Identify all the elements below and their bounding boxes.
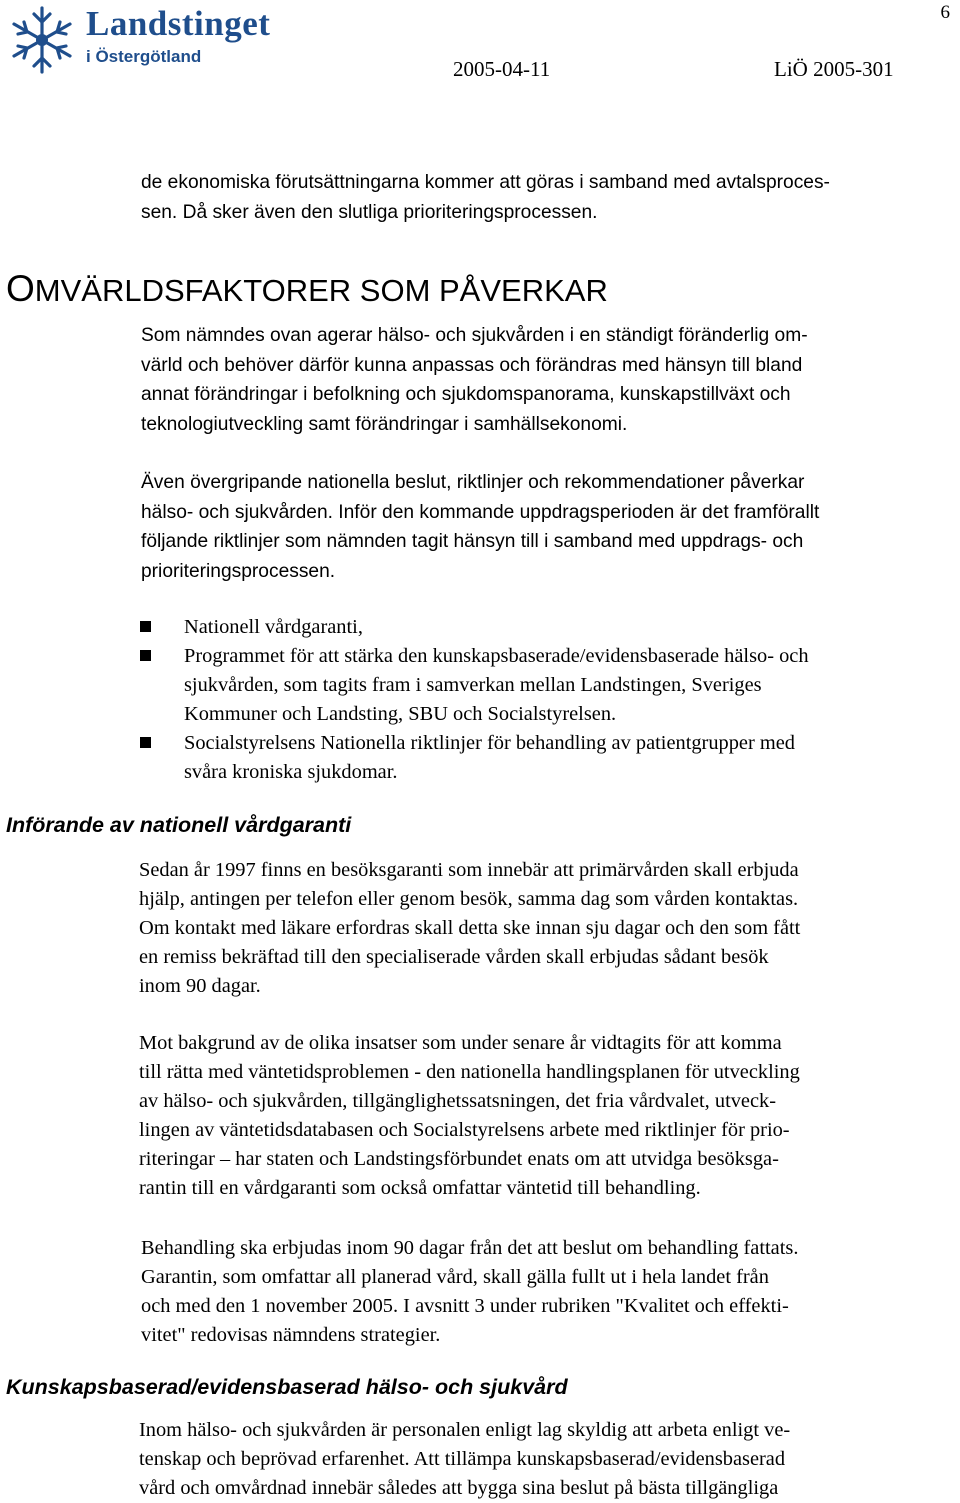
heading-rest: MVÄRLDSFAKTORER SOM PÅVERKAR [34, 273, 608, 308]
section-heading-kunskapsbaserad: Kunskapsbaserad/evidensbaserad hälso- och sjukvård [6, 1375, 568, 1399]
kunskap-paragraph-1 [139, 1416, 959, 1503]
omvarld-paragraph-2 [141, 468, 956, 586]
text-line: sen. Då sker även den slutliga prioriteringsprocessen. [141, 201, 598, 223]
text-line: riteringar – har staten och Landstingsförbundet enats om att utvidga besöksga- [139, 1148, 779, 1170]
text-line: sjukvården, som tagits fram i samverkan mellan Landstingen, Sveriges [184, 674, 762, 696]
text-line: hälso- och sjukvården. Inför den kommande uppdragsperioden är det framförallt [141, 501, 820, 523]
text-line: en remiss bekräftad till den specialiserade vården skall erbjudas sådant besök [139, 946, 769, 968]
text-line: annat förändringar i befolkning och sjukdomspanorama, kunskapstillväxt och [141, 384, 791, 405]
text-line: svåra kroniska sjukdomar. [184, 761, 398, 783]
vardgaranti-paragraph-2 [139, 1029, 959, 1203]
text-line: Även övergripande nationella beslut, riktlinjer och rekommendationer påverkar [141, 472, 805, 493]
square-bullet-icon [140, 621, 151, 632]
text-line: Programmet för att stärka den kunskapsbaserade/evidensbaserade hälso- och [184, 645, 809, 667]
page-number: 6 [940, 2, 950, 23]
list-item [140, 613, 955, 642]
text-line: till rätta med väntetidsproblemen - den nationella handlingsplanen för utveckling [139, 1061, 800, 1083]
text-line: Som nämndes ovan agerar hälso- och sjukvården i en ständigt föränderlig om- [141, 325, 808, 346]
text-line: Socialstyrelsens Nationella riktlinjer för behandling av patientgrupper med [184, 732, 795, 754]
text-line: vård och omvårdnad innebär således att bygga sina beslut på bästa tillgängliga [139, 1477, 779, 1499]
square-bullet-icon [140, 737, 151, 748]
text-line: tenskap och beprövad erfarenhet. Att tillämpa kunskapsbaserad/evidensbaserad [139, 1448, 786, 1470]
square-bullet-icon [140, 650, 151, 661]
text-line: Om kontakt med läkare erfordras skall detta ske innan sju dagar och den som fått [139, 917, 801, 939]
text-line: prioriteringsprocessen. [141, 560, 336, 582]
text-line: Sedan år 1997 finns en besöksgaranti som innebär att primärvården skall erbjuda [139, 859, 799, 881]
vardgaranti-paragraph-1 [139, 856, 959, 1001]
text-line: av hälso- och sjukvården, tillgänglighetssatsningen, det fria vårdvalet, utveck- [139, 1090, 777, 1112]
text-line: Kommuner och Landsting, SBU och Socialstyrelsen. [184, 703, 617, 725]
text-line: Mot bakgrund av de olika insatser som under senare år vidtagits för att komma [139, 1032, 782, 1054]
text-line: hjälp, antingen per telefon eller genom besök, samma dag som vården kontaktas. [139, 888, 799, 910]
text-line: Inom hälso- och sjukvården är personalen enligt lag skyldig att arbeta enligt ve- [139, 1419, 791, 1441]
vardgaranti-paragraph-3 [141, 1234, 959, 1350]
list-item [140, 642, 955, 729]
section-heading-omvarldsfaktorer [6, 268, 608, 310]
text-line: Behandling ska erbjudas inom 90 dagar från det att beslut om behandling fattats. [141, 1237, 799, 1259]
text-line: och med den 1 november 2005. I avsnitt 3 under rubriken "Kvalitet och effekti- [141, 1295, 789, 1317]
heading-initial: O [6, 268, 35, 309]
document-date: 2005-04-11 [453, 57, 551, 81]
section-heading-vardgaranti: Införande av nationell vårdgaranti [6, 813, 352, 837]
intro-paragraph [141, 168, 956, 227]
text-line: följande riktlinjer som nämnden tagit hänsyn till i samband med uppdrags- och [141, 531, 804, 552]
logo-subtitle: i Östergötland [86, 47, 202, 66]
omvarld-paragraph-1 [141, 321, 956, 439]
logo-title: Landstinget [86, 4, 271, 43]
text-line: inom 90 dagar. [139, 975, 261, 997]
text-line: lingen av väntetidsdatabasen och Socialstyrelsens arbete med riktlinjer för prio- [139, 1119, 790, 1141]
text-line: Nationell vårdgaranti, [184, 616, 363, 638]
list-item [140, 729, 955, 787]
text-line: Garantin, som omfattar all planerad vård, skall gälla fullt ut i hela landet från [141, 1266, 769, 1288]
text-line: vitet" redovisas nämndens strategier. [141, 1324, 441, 1346]
document-reference: LiÖ 2005-301 [774, 57, 894, 81]
text-line: teknologiutveckling samt förändringar i samhällsekonomi. [141, 413, 628, 435]
text-line: rantin till en vårdgaranti som också omfattar väntetid till behandling. [139, 1177, 701, 1199]
text-line: värld och behöver därför kunna anpassas och förändras med hänsyn till bland [141, 354, 803, 376]
text-line: de ekonomiska förutsättningarna kommer att göras i samband med avtalsproces- [141, 172, 830, 193]
snowflake-emblem-icon [6, 4, 78, 76]
